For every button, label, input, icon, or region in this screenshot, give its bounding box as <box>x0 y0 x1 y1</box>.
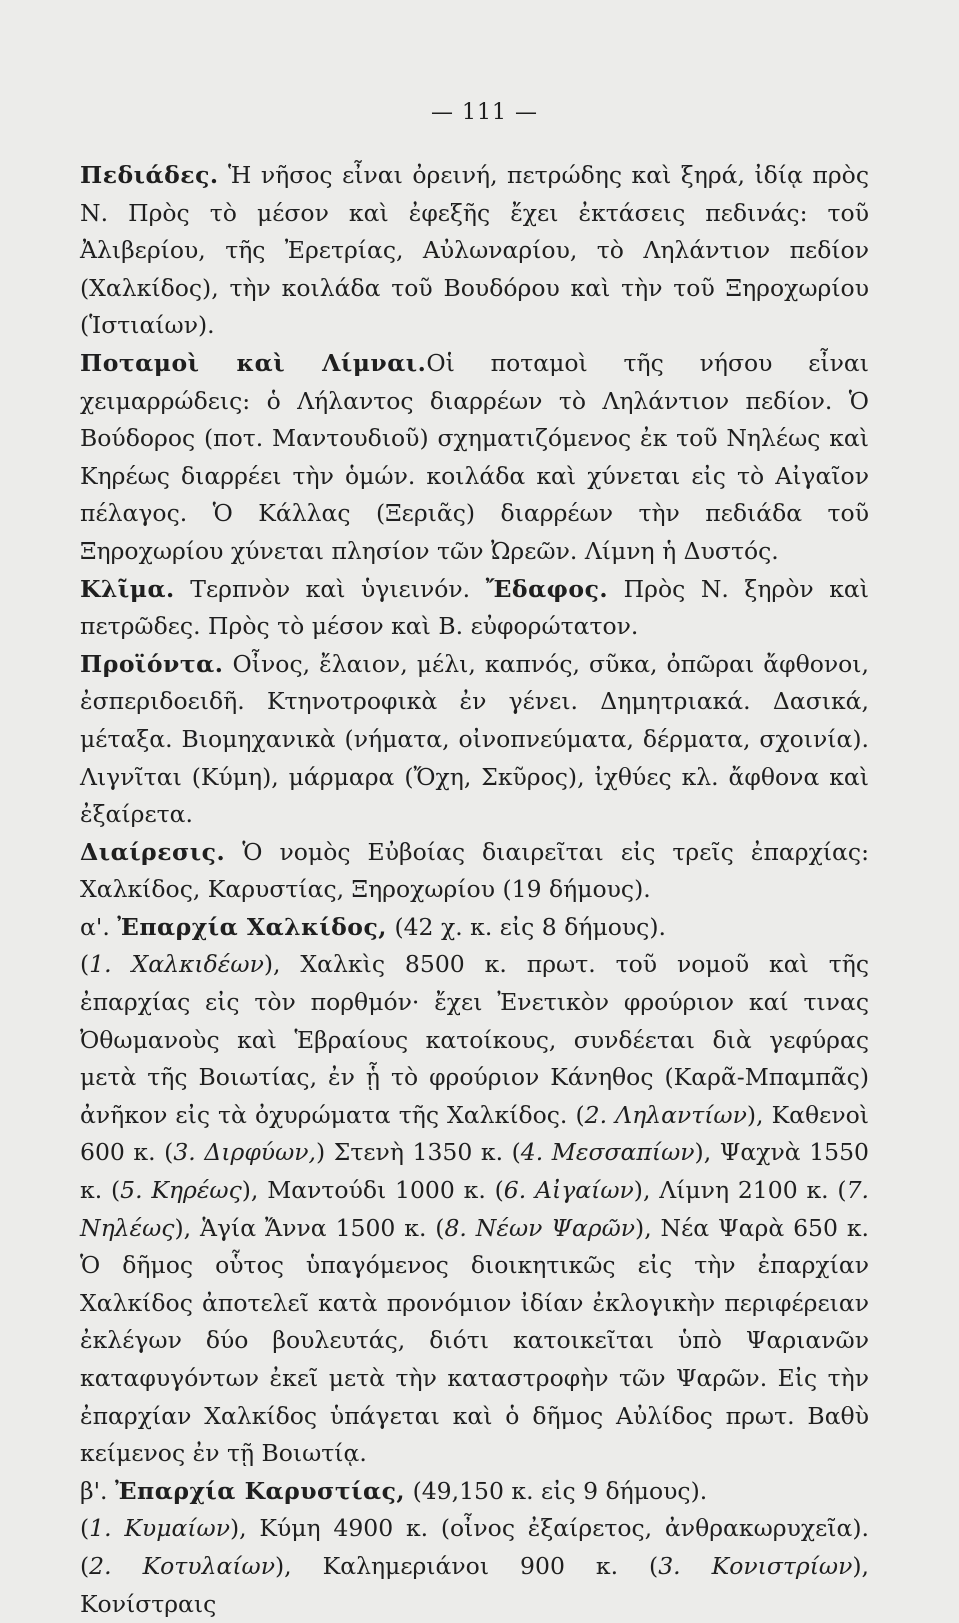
paragraph-text: ), Καλημεριάνοι 900 κ. ( <box>275 1551 659 1580</box>
page-number: — 111 — <box>431 100 538 125</box>
municipality-name: 3. Διρφύων, <box>173 1138 317 1167</box>
paragraph-climate <box>80 571 869 646</box>
paragraph-text: ( <box>80 1514 90 1543</box>
paragraph-text: ), Κύμη 4900 κ. (οἶνος ἐξαίρετος, ἀνθρακωρυχεῖα). ( <box>80 1514 869 1580</box>
paragraph-text: (42 χ. κ. εἰς 8 δήμους). <box>386 912 666 941</box>
heading-soil: Ἔδαφος. <box>485 574 609 603</box>
municipality-name: 2. Ληλαντίων <box>584 1100 747 1129</box>
heading-climate: Κλῖμα. <box>80 574 175 603</box>
paragraph-text: Οἶνος, ἔλαιον, μέλι, καπνός, σῦκα, ὀπῶραι ἄφθονοι, ἐσπεριδοειδῆ. Κτηνοτροφικὰ ἐν γένει. Δημητριακά. Δασικά, μέταξα. Βιομηχανικὰ (νήματα, οἰνοπνεύματα, δέρματα, σχοινία). Λιγνῖται (Κύμη), μάρμαρα (Ὄχη, Σκῦρος), ἰχθύες κλ. ἄφθονα καὶ ἐξαίρετα. <box>80 649 869 829</box>
paragraph-text: ), Νέα Ψαρὰ 650 κ. Ὁ δῆμος οὗτος ὑπαγόμενος διοικητικῶς εἰς τὴν ἐπαρχίαν Χαλκίδος ἀποτελεῖ κατὰ προνόμιον ἰδίαν ἐκλογικὴν περιφέρειαν ἐκλέγων δύο βουλευτάς, διότι κατοικεῖται ὑπὸ Ψαριανῶν καταφυγόντων ἐκεῖ μετὰ τὴν καταστροφὴν τῶν Ψαρῶν. Εἰς τὴν ἐπαρχίαν Χαλκίδος ὑπάγεται καὶ ὁ δῆμος Αὐλίδος πρωτ. Βαθὺ κείμενος ἐν τῇ Βοιωτίᾳ. <box>80 1213 869 1468</box>
municipality-name: 6. Αἰγαίων <box>503 1176 634 1205</box>
paragraph-text: Τερπνὸν καὶ ὑγιεινόν. <box>174 574 486 603</box>
paragraph-text: ), Μαντούδι 1000 κ. ( <box>241 1176 504 1205</box>
paragraph-chalkis-province <box>80 909 869 947</box>
heading-karystia-province: Ἐπαρχία Καρυστίας, <box>115 1476 406 1505</box>
paragraph-text: ( <box>80 950 90 979</box>
municipality-name: 5. Κηρέως <box>120 1176 242 1205</box>
body-text <box>80 157 869 1623</box>
paragraph-text: ), Καθενοὶ 600 κ. ( <box>80 1100 869 1167</box>
paragraph-text: Οἱ ποταμοὶ τῆς νήσου εἶναι χειμαρρώδεις: ὁ Λήλαντος διαρρέων τὸ Ληλάντιον πεδίον. Ὁ Βούδορος (ποτ. Μαντουδιοῦ) σχηματιζόμενος ἐκ τοῦ Νηλέως καὶ Κηρέως διαρρέει τὴν ὁμών. κοιλάδα καὶ χύνεται εἰς τὸ Αἰγαῖον πέλαγος. Ὁ Κάλλας (Ξεριᾶς) διαρρέων τὴν πεδιάδα τοῦ Ξηροχωρίου χύνεται πλησίον τῶν Ὠρεῶν. Λίμνη ἡ Δυστός. <box>80 348 869 565</box>
paragraph-plains <box>80 157 869 345</box>
municipality-name: 7. Νηλέως <box>80 1176 870 1242</box>
paragraph-text: ), Κονίστραις <box>80 1551 870 1618</box>
heading-products: Προϊόντα. <box>80 649 224 678</box>
paragraph-karystia-province <box>80 1473 869 1511</box>
municipality-name: 4. Μεσσαπίων <box>520 1138 695 1167</box>
paragraph-text: Πρὸς Ν. ξηρὸν καὶ πετρῶδες. Πρὸς τὸ μέσον καὶ Β. εὐφορώτατον. <box>80 574 870 641</box>
paragraph-text: Ἡ νῆσος εἶναι ὀρεινή, πετρώδης καὶ ξηρά, ἰδίᾳ πρὸς Ν. Πρὸς τὸ μέσον καὶ ἐφεξῆς ἔχει ἐκτάσεις πεδινάς: τοῦ Ἀλιβερίου, τῆς Ἐρετρίας, Αὐλωναρίου, τὸ Ληλάντιον πεδίον (Χαλκίδος), τὴν κοιλάδα τοῦ Βουδόρου καὶ τὴν τοῦ Ξηροχωρίου (Ἱστιαίων). <box>80 161 869 340</box>
heading-plains: Πεδιάδες. <box>80 161 219 189</box>
paragraph-text: ), Χαλκὶς 8500 κ. πρωτ. τοῦ νομοῦ καὶ τῆς ἐπαρχίας εἰς τὸν πορθμόν· ἔχει Ἐνετικὸν φρούριον καί τινας Ὀθωμανοὺς καὶ Ἑβραίους κατοίκους, συνδέεται διὰ γεφύρας μετὰ τῆς Βοιωτίας, ἐν ᾗ τὸ φρούριον Κάνηθος (Καρᾶ-Μπαμπᾶς) ἀνῆκον εἰς τὰ ὀχυρώματα τῆς Χαλκίδος. ( <box>80 950 869 1129</box>
heading-rivers: Ποταμοὶ καὶ Λίμναι. <box>80 348 427 377</box>
municipality-name: 1. Κυμαίων <box>89 1514 231 1543</box>
paragraph-text: ), Λίμνη 2100 κ. ( <box>633 1176 847 1205</box>
paragraph-division <box>80 834 869 909</box>
paragraph-text: Ὁ νομὸς Εὐβοίας διαιρεῖται εἰς τρεῖς ἐπαρχίας: Χαλκίδος, Καρυστίας, Ξηροχωρίου (19 δήμους). <box>80 837 869 904</box>
municipality-name: 1. Χαλκιδέων <box>89 950 264 979</box>
paragraph-text: (49,150 κ. εἰς 9 δήμους). <box>405 1476 708 1505</box>
paragraph-karystia-municipalities <box>80 1510 869 1623</box>
paragraph-chalkis-municipalities <box>80 946 869 1472</box>
paragraph-text: ), Ἁγία Ἄννα 1500 κ. ( <box>174 1213 445 1242</box>
paragraph-products <box>80 646 869 834</box>
heading-division: Διαίρεσις. <box>80 837 226 866</box>
heading-chalkis-province: Ἐπαρχία Χαλκίδος, <box>117 912 387 941</box>
section-prefix: α'. <box>80 912 118 941</box>
municipality-name: 2. Κοτυλαίων <box>89 1551 276 1580</box>
municipality-name: 3. Κονιστρίων <box>658 1551 853 1580</box>
paragraph-text: ), Ψαχνὰ 1550 κ. ( <box>80 1138 870 1205</box>
paragraph-text: ) Στενὴ 1350 κ. ( <box>316 1138 521 1167</box>
section-prefix: β'. <box>80 1476 115 1505</box>
municipality-name: 8. Νέων Ψαρῶν <box>444 1213 636 1242</box>
paragraph-rivers <box>80 345 869 571</box>
